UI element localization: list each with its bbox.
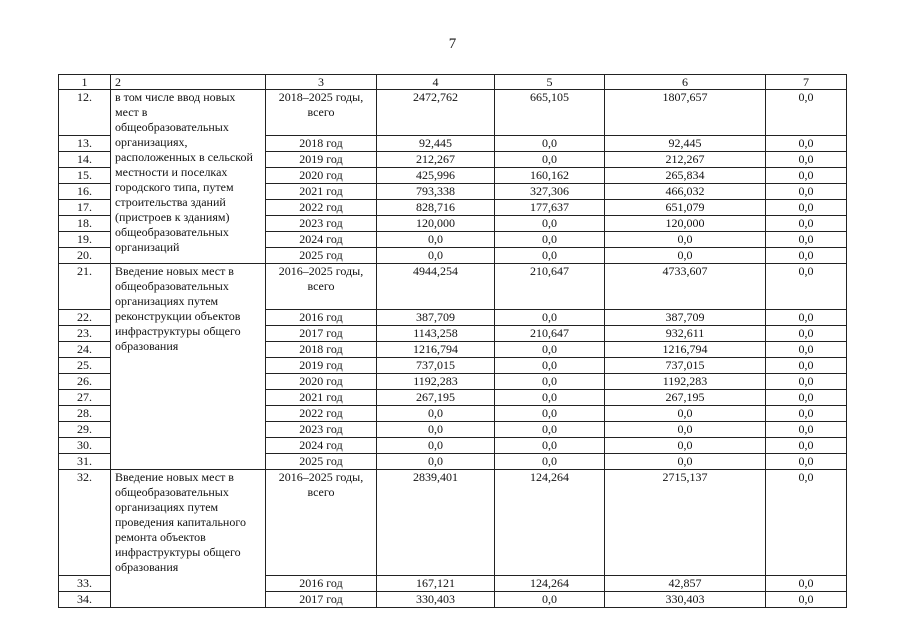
value-col-6: 330,403	[605, 592, 766, 608]
row-number: 13.	[59, 136, 111, 152]
header-cell-4: 4	[377, 75, 495, 90]
value-col-4: 1192,283	[377, 374, 495, 390]
value-col-6: 0,0	[605, 438, 766, 454]
row-period: 2018–2025 годы, всего	[266, 90, 377, 136]
header-cell-6: 6	[605, 75, 766, 90]
row-period: 2023 год	[266, 216, 377, 232]
value-col-4: 0,0	[377, 248, 495, 264]
row-period: 2016 год	[266, 576, 377, 592]
value-col-7: 0,0	[766, 264, 847, 310]
value-col-5: 0,0	[495, 310, 605, 326]
row-number: 18.	[59, 216, 111, 232]
value-col-7: 0,0	[766, 438, 847, 454]
row-number: 28.	[59, 406, 111, 422]
value-col-6: 42,857	[605, 576, 766, 592]
row-number: 32.	[59, 470, 111, 576]
value-col-6: 4733,607	[605, 264, 766, 310]
row-period: 2025 год	[266, 454, 377, 470]
value-col-6: 387,709	[605, 310, 766, 326]
row-number: 17.	[59, 200, 111, 216]
value-col-6: 932,611	[605, 326, 766, 342]
value-col-5: 0,0	[495, 342, 605, 358]
value-col-4: 330,403	[377, 592, 495, 608]
header-cell-5: 5	[495, 75, 605, 90]
row-period: 2021 год	[266, 390, 377, 406]
row-period: 2018 год	[266, 342, 377, 358]
value-col-7: 0,0	[766, 90, 847, 136]
row-number: 23.	[59, 326, 111, 342]
value-col-5: 210,647	[495, 264, 605, 310]
value-col-4: 167,121	[377, 576, 495, 592]
row-period: 2016–2025 годы, всего	[266, 264, 377, 310]
row-number: 19.	[59, 232, 111, 248]
row-period: 2017 год	[266, 326, 377, 342]
value-col-5: 210,647	[495, 326, 605, 342]
row-number: 29.	[59, 422, 111, 438]
value-col-5: 327,306	[495, 184, 605, 200]
value-col-7: 0,0	[766, 184, 847, 200]
value-col-4: 2839,401	[377, 470, 495, 576]
value-col-4: 120,000	[377, 216, 495, 232]
row-period: 2018 год	[266, 136, 377, 152]
value-col-4: 0,0	[377, 454, 495, 470]
value-col-7: 0,0	[766, 390, 847, 406]
row-number: 16.	[59, 184, 111, 200]
value-col-6: 0,0	[605, 232, 766, 248]
row-period: 2024 год	[266, 232, 377, 248]
value-col-5: 0,0	[495, 152, 605, 168]
value-col-4: 1216,794	[377, 342, 495, 358]
value-col-7: 0,0	[766, 454, 847, 470]
value-col-6: 737,015	[605, 358, 766, 374]
value-col-6: 267,195	[605, 390, 766, 406]
value-col-4: 828,716	[377, 200, 495, 216]
row-period: 2019 год	[266, 358, 377, 374]
value-col-7: 0,0	[766, 232, 847, 248]
row-number: 14.	[59, 152, 111, 168]
value-col-5: 0,0	[495, 136, 605, 152]
value-col-4: 0,0	[377, 232, 495, 248]
header-cell-2: 2	[111, 75, 266, 90]
value-col-7: 0,0	[766, 358, 847, 374]
value-col-4: 267,195	[377, 390, 495, 406]
row-number: 33.	[59, 576, 111, 592]
value-col-4: 1143,258	[377, 326, 495, 342]
value-col-5: 0,0	[495, 422, 605, 438]
value-col-7: 0,0	[766, 592, 847, 608]
value-col-5: 0,0	[495, 248, 605, 264]
value-col-4: 0,0	[377, 422, 495, 438]
value-col-4: 0,0	[377, 406, 495, 422]
value-col-4: 92,445	[377, 136, 495, 152]
value-col-5: 124,264	[495, 576, 605, 592]
value-col-5: 124,264	[495, 470, 605, 576]
table-row	[59, 90, 847, 136]
value-col-7: 0,0	[766, 310, 847, 326]
row-period: 2025 год	[266, 248, 377, 264]
value-col-6: 1192,283	[605, 374, 766, 390]
page-number: 7	[448, 36, 457, 52]
value-col-7: 0,0	[766, 406, 847, 422]
row-period: 2022 год	[266, 200, 377, 216]
value-col-5: 0,0	[495, 592, 605, 608]
value-col-5: 0,0	[495, 406, 605, 422]
value-col-4: 387,709	[377, 310, 495, 326]
row-number: 12.	[59, 90, 111, 136]
row-period: 2020 год	[266, 374, 377, 390]
value-col-7: 0,0	[766, 422, 847, 438]
row-period: 2024 год	[266, 438, 377, 454]
value-col-7: 0,0	[766, 216, 847, 232]
value-col-4: 212,267	[377, 152, 495, 168]
row-number: 22.	[59, 310, 111, 326]
header-cell-3: 3	[266, 75, 377, 90]
row-period: 2020 год	[266, 168, 377, 184]
row-period: 2021 год	[266, 184, 377, 200]
row-period: 2017 год	[266, 592, 377, 608]
value-col-7: 0,0	[766, 342, 847, 358]
value-col-4: 0,0	[377, 438, 495, 454]
value-col-5: 160,162	[495, 168, 605, 184]
row-number: 26.	[59, 374, 111, 390]
value-col-6: 212,267	[605, 152, 766, 168]
value-col-7: 0,0	[766, 470, 847, 576]
row-period: 2016 год	[266, 310, 377, 326]
value-col-5: 665,105	[495, 90, 605, 136]
value-col-5: 0,0	[495, 390, 605, 406]
value-col-7: 0,0	[766, 576, 847, 592]
row-period: 2022 год	[266, 406, 377, 422]
value-col-5: 0,0	[495, 216, 605, 232]
value-col-4: 737,015	[377, 358, 495, 374]
row-period: 2019 год	[266, 152, 377, 168]
row-period: 2023 год	[266, 422, 377, 438]
value-col-4: 2472,762	[377, 90, 495, 136]
value-col-5: 0,0	[495, 232, 605, 248]
row-number: 31.	[59, 454, 111, 470]
header-cell-1: 1	[59, 75, 111, 90]
value-col-6: 1216,794	[605, 342, 766, 358]
row-description: в том числе ввод новых мест в общеобразовательных организациях, расположенных в сельской местности и поселках городского типа, путем строительства зданий (пристроев к зданиям) общеобразовательных организаций	[111, 90, 266, 264]
value-col-4: 793,338	[377, 184, 495, 200]
row-number: 30.	[59, 438, 111, 454]
value-col-6: 651,079	[605, 200, 766, 216]
value-col-6: 466,032	[605, 184, 766, 200]
value-col-7: 0,0	[766, 168, 847, 184]
row-description: Введение новых мест в общеобразовательных организациях путем реконструкции объектов инфраструктуры общего образования	[111, 264, 266, 470]
value-col-7: 0,0	[766, 200, 847, 216]
row-number: 21.	[59, 264, 111, 310]
value-col-6: 1807,657	[605, 90, 766, 136]
value-col-5: 0,0	[495, 358, 605, 374]
value-col-6: 120,000	[605, 216, 766, 232]
header-row	[59, 75, 847, 90]
value-col-7: 0,0	[766, 374, 847, 390]
row-number: 25.	[59, 358, 111, 374]
value-col-5: 0,0	[495, 374, 605, 390]
value-col-6: 92,445	[605, 136, 766, 152]
value-col-7: 0,0	[766, 136, 847, 152]
row-number: 24.	[59, 342, 111, 358]
value-col-7: 0,0	[766, 326, 847, 342]
table-row	[59, 470, 847, 576]
row-period: 2016–2025 годы, всего	[266, 470, 377, 576]
row-number: 34.	[59, 592, 111, 608]
value-col-6: 0,0	[605, 248, 766, 264]
value-col-6: 0,0	[605, 422, 766, 438]
value-col-4: 425,996	[377, 168, 495, 184]
value-col-6: 265,834	[605, 168, 766, 184]
value-col-6: 0,0	[605, 454, 766, 470]
value-col-5: 0,0	[495, 438, 605, 454]
value-col-7: 0,0	[766, 248, 847, 264]
data-table	[58, 74, 847, 608]
row-number: 15.	[59, 168, 111, 184]
row-number: 20.	[59, 248, 111, 264]
value-col-6: 2715,137	[605, 470, 766, 576]
row-description: Введение новых мест в общеобразовательных организациях путем проведения капитального ремонта объектов инфраструктуры общего образования	[111, 470, 266, 608]
value-col-5: 0,0	[495, 454, 605, 470]
header-cell-7: 7	[766, 75, 847, 90]
value-col-7: 0,0	[766, 152, 847, 168]
row-number: 27.	[59, 390, 111, 406]
table-row	[59, 264, 847, 310]
value-col-5: 177,637	[495, 200, 605, 216]
value-col-4: 4944,254	[377, 264, 495, 310]
value-col-6: 0,0	[605, 406, 766, 422]
